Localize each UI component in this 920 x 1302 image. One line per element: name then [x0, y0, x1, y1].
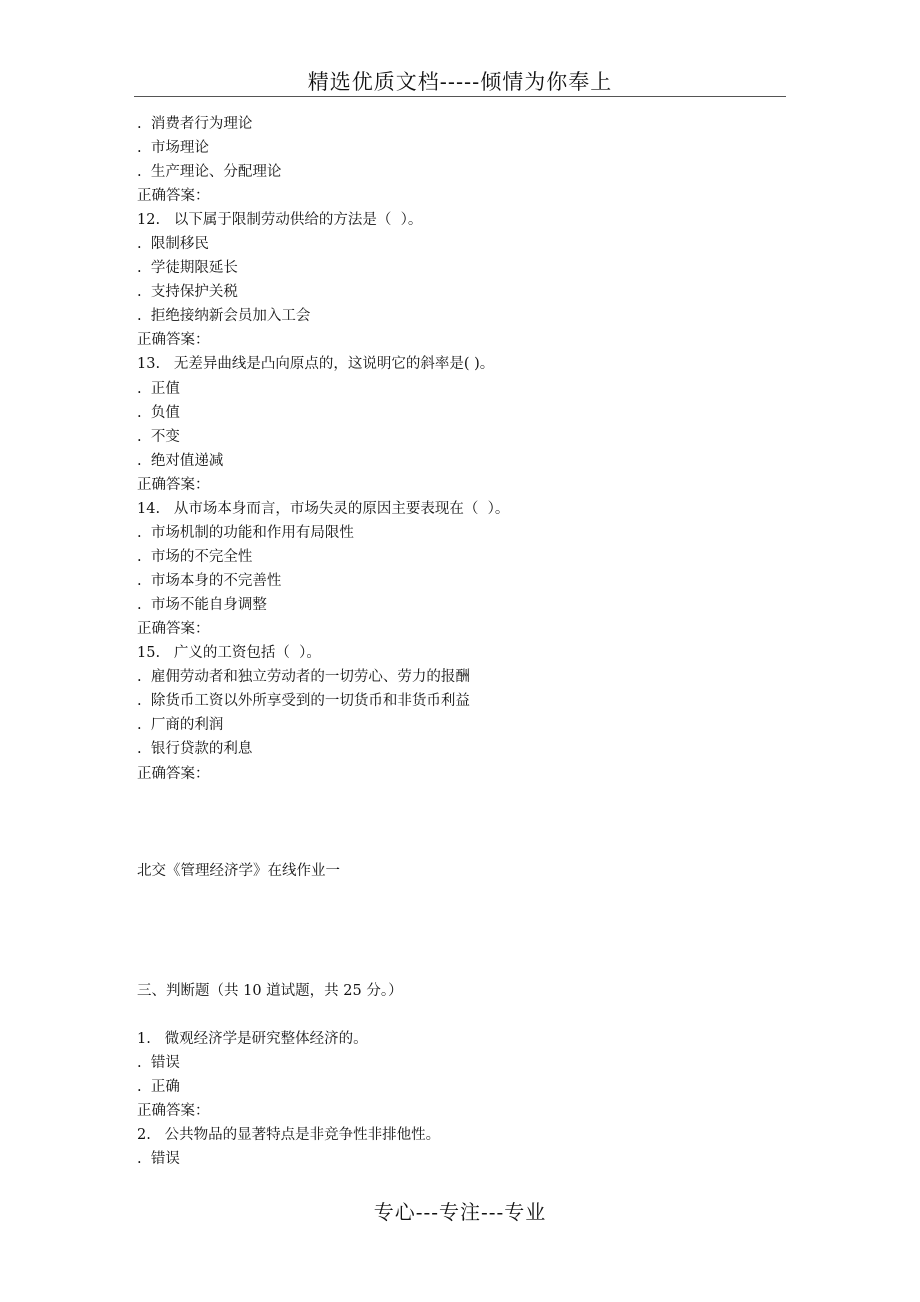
option-line: . 生产理论、分配理论 — [137, 164, 282, 180]
option-line: . 市场机制的功能和作用有局限性 — [137, 525, 354, 541]
option-line: . 厂商的利润 — [137, 717, 224, 733]
question-1: 1. 微观经济学是研究整体经济的。 — [137, 1031, 368, 1047]
option-line: . 银行贷款的利息 — [137, 741, 253, 757]
question-14: 14. 从市场本身而言，市场失灵的原因主要表现在（ ）。 — [137, 501, 510, 517]
header-divider — [134, 96, 786, 97]
option-line: . 正确 — [137, 1079, 180, 1095]
option-line: . 拒绝接纳新会员加入工会 — [137, 308, 311, 324]
answer-label: 正确答案： — [137, 188, 210, 204]
answer-label: 正确答案： — [137, 1103, 210, 1119]
option-line: . 错误 — [137, 1151, 180, 1167]
option-line: . 支持保护关税 — [137, 284, 238, 300]
answer-label: 正确答案： — [137, 477, 210, 493]
option-line: . 错误 — [137, 1055, 180, 1071]
answer-label: 正确答案： — [137, 332, 210, 348]
option-line: . 市场本身的不完善性 — [137, 573, 282, 589]
option-line: . 正值 — [137, 381, 180, 397]
page-header-title: 精选优质文档-----倾情为你奉上 — [307, 70, 613, 94]
question-15: 15. 广义的工资包括（ ）。 — [137, 645, 321, 661]
option-line: . 限制移民 — [137, 236, 209, 252]
option-line: . 除货币工资以外所享受到的一切货币和非货币利益 — [137, 693, 470, 709]
option-line: . 市场的不完全性 — [137, 549, 253, 565]
answer-label: 正确答案： — [137, 766, 210, 782]
option-line: . 消费者行为理论 — [137, 116, 253, 132]
section-heading: 三、判断题（共 10 道试题，共 25 分。） — [137, 983, 403, 999]
question-2: 2. 公共物品的显著特点是非竞争性非排他性。 — [137, 1127, 441, 1143]
option-line: . 市场理论 — [137, 140, 209, 156]
option-line: . 负值 — [137, 405, 180, 421]
assignment-title: 北交《管理经济学》在线作业一 — [137, 863, 340, 879]
question-12: 12. 以下属于限制劳动供给的方法是（ ）。 — [137, 212, 423, 228]
option-line: . 不变 — [137, 429, 180, 445]
question-13: 13. 无差异曲线是凸向原点的，这说明它的斜率是( )。 — [137, 356, 495, 372]
option-line: . 绝对值递减 — [137, 453, 224, 469]
option-line: . 学徒期限延长 — [137, 260, 238, 276]
option-line: . 市场不能自身调整 — [137, 597, 267, 613]
option-line: . 雇佣劳动者和独立劳动者的一切劳心、劳力的报酬 — [137, 669, 470, 685]
answer-label: 正确答案： — [137, 621, 210, 637]
page-footer-text: 专心---专注---专业 — [373, 1200, 547, 1224]
